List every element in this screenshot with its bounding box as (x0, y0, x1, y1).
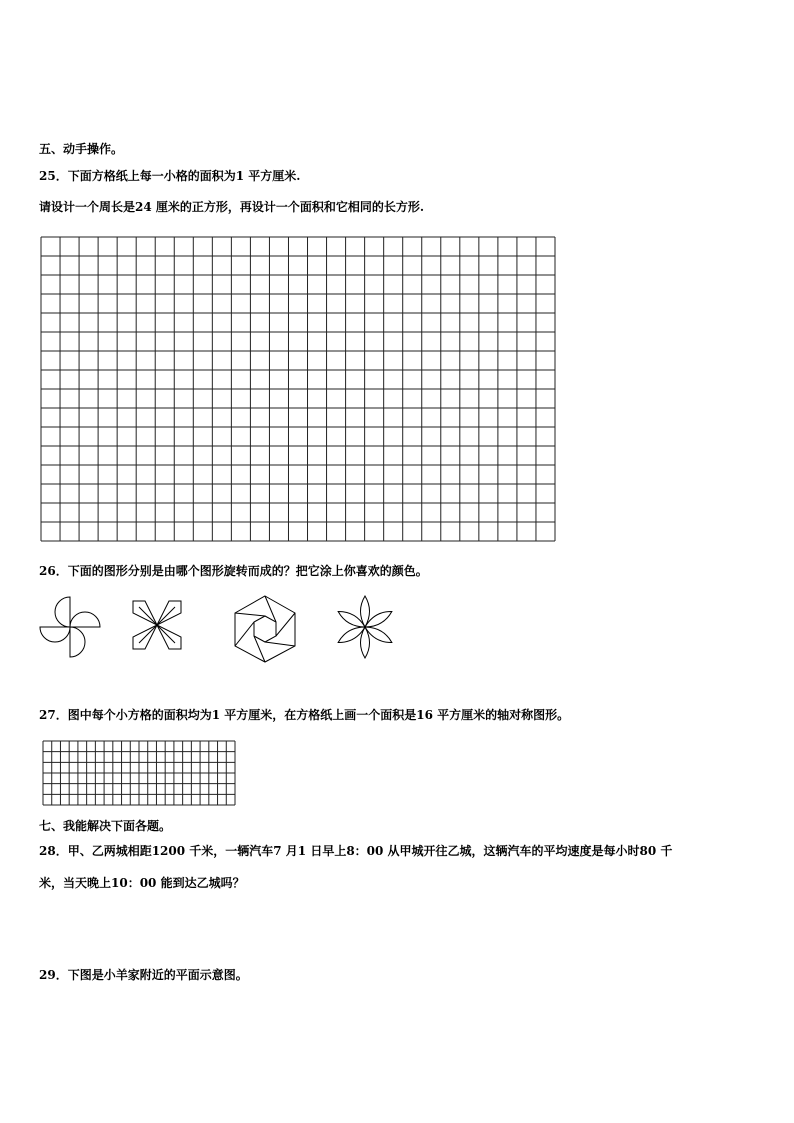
pinwheel-figure (36, 595, 104, 659)
hexagon-figure (228, 594, 302, 664)
section-five-heading: 五、动手操作。 (39, 142, 124, 156)
question-25-instruction: 请设计一个周长是24 厘米的正方形，再设计一个面积和它相同的长方形. (39, 200, 425, 214)
question-29-text: 29．下图是小羊家附近的平面示意图。 (39, 968, 248, 982)
question-27-text: 27．图中每个小方格的面积均为1 平方厘米，在方格纸上画一个面积是16 平方厘米的轴对称图形。 (39, 708, 570, 722)
cross-arrows-figure (130, 600, 184, 650)
flower-figure (330, 594, 400, 660)
grid-paper-large[interactable] (40, 236, 556, 542)
question-28-line1: 28．甲、乙两城相距1200 千米，一辆汽车7 月1 日早上8：00 从甲城开往乙城，这辆汽车的平均速度是每小时80 千 (39, 844, 673, 858)
grid-paper-small[interactable] (42, 740, 236, 806)
section-seven-heading: 七、我能解决下面各题。 (39, 819, 172, 833)
question-25-text: 25．下面方格纸上每一小格的面积为1 平方厘米. (39, 169, 301, 183)
question-28-line2: 米，当天晚上10：00 能到达乙城吗？ (39, 876, 245, 890)
question-26-text: 26．下面的图形分别是由哪个图形旋转而成的？把它涂上你喜欢的颜色。 (39, 564, 428, 578)
